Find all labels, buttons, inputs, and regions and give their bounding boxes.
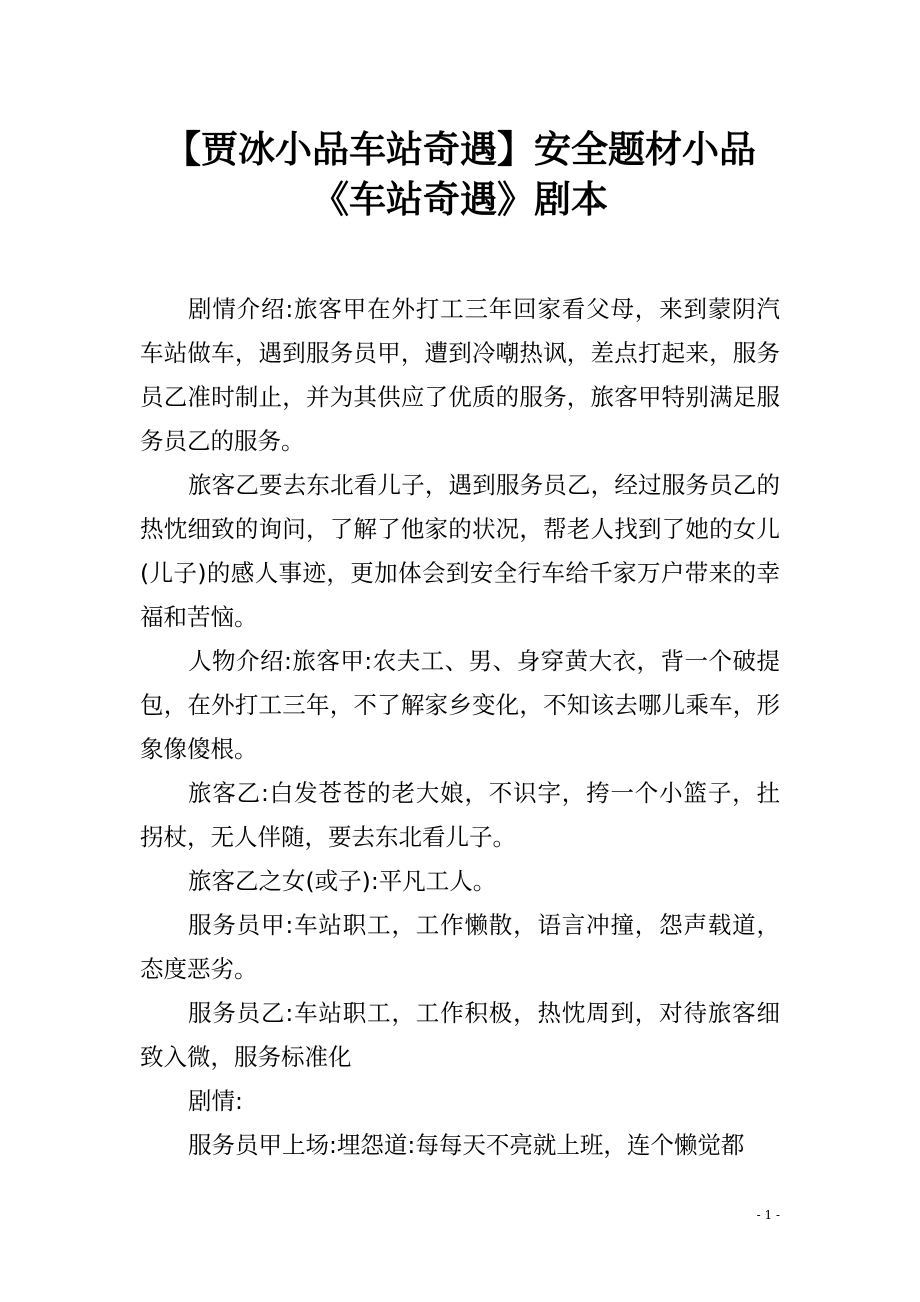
document-title: 【贾冰小品车站奇遇】安全题材小品《车站奇遇》剧本 (164, 127, 756, 221)
document-body (140, 287, 780, 1167)
paragraph: 剧情: (188, 1087, 243, 1115)
page-number: - 1 - (756, 1208, 780, 1222)
paragraph: 服务员乙:车站职工，工作积极，热忱周到，对待旅客细致入微，服务标准化 (140, 999, 780, 1071)
paragraph: 人物介绍:旅客甲:农夫工、男、身穿黄大衣，背一个破提包，在外打工三年，不了解家乡变化，不知该去哪儿乘车，形象像傻根。 (140, 647, 780, 763)
paragraph: 剧情介绍:旅客甲在外打工三年回家看父母，来到蒙阴汽车站做车，遇到服务员甲，遭到冷嘲热讽，差点打起来，服务员乙准时制止，并为其供应了优质的服务，旅客甲特别满足服务员乙的服务。 (140, 295, 780, 455)
paragraph: 服务员甲:车站职工，工作懒散，语言冲撞，怨声载道，态度恶劣。 (140, 911, 780, 983)
paragraph: 旅客乙:白发苍苍的老大娘，不识字，挎一个小篮子，扗拐杖，无人伴随，要去东北看儿子。 (140, 779, 780, 851)
paragraph: 旅客乙之女(或子):平凡工人。 (188, 867, 497, 895)
paragraph: 服务员甲上场:埋怨道:每每天不亮就上班，连个懒觉都 (188, 1131, 745, 1159)
paragraph: 旅客乙要去东北看儿子，遇到服务员乙，经过服务员乙的热忱细致的询问，了解了他家的状况，帮老人找到了她的女儿(儿子)的感人事迹，更加体会到安全行车给千家万户带来的幸福和苦恼。 (140, 471, 780, 631)
